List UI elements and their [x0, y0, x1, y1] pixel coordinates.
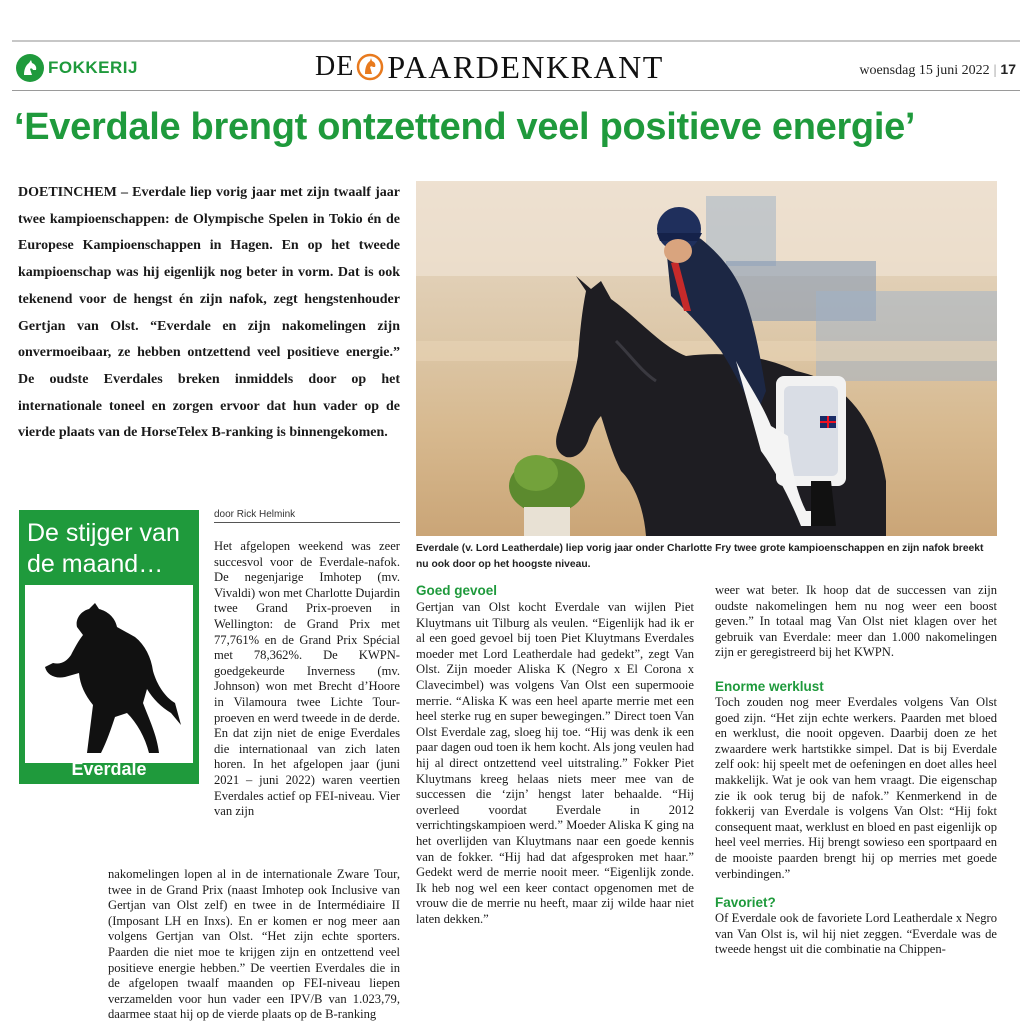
stijger-title: De stijger van de maand… [27, 519, 180, 578]
rearing-horse-icon [25, 585, 193, 763]
page-number: 17 [1000, 61, 1016, 77]
top-border [12, 40, 1020, 42]
body-column-3a: weer wat beter. Ik hoop dat de successen van zijn oudste nakomelingen hem nu nog weer een boost geven.” In totaal mag Van Olst niet klagen over het gebruik van Everdale: meer dan 1.000 nakomelingen zijn er geregistreerd bij het KWPN. [715, 583, 997, 660]
stijger-box [19, 510, 199, 784]
body-column-3b: Toch zouden nog meer Everdales volgens Van Olst goed zijn. “Het zijn echte werkers. Paarden met bloed en werklust, die nooit opgeven. Daarbij doen ze het zwaardere werk hartstikke simpel. Dat is bij Everdale zelf ook: hij speelt met de oefeningen en doet alles heel makkelijk. Wat je ook van hem vraagt. Die eigenschap zie ik ook terug bij de nafok.” Kenmerkend in de fokkerij van Everdale is volgens Van Olst: “Hij fokt consequent maat, werklust en bloed en past eigenlijk op heel veel merries. Hij brengt sowieso een sportpaard en de mooiste paarden brengt hij op merries met goede verbindingen.” [715, 695, 997, 881]
subheading-favoriet: Favoriet? [715, 895, 776, 910]
dateline-separator: | [993, 63, 997, 78]
body-column-3c: Of Everdale ook de favoriete Lord Leatherdale x Negro van Van Olst is, wil hij niet zeggen. “Everdale was de tweede hengst uit die combinatie na Chippen- [715, 911, 997, 957]
section-label: FOKKERIJ [48, 58, 138, 77]
header-rule [12, 90, 1020, 91]
masthead [315, 50, 664, 84]
section-badge [16, 53, 138, 83]
masthead-prefix: DE [315, 51, 355, 82]
photo-caption: Everdale (v. Lord Leatherdale) liep vorig jaar onder Charlotte Fry twee grote kampioenschappen en zijn nafok breekt nu ook door op het hoogste niveau. [416, 543, 984, 570]
dateline [859, 61, 1016, 79]
body-column-1b: nakomelingen lopen al in de internationale Zware Tour, twee in de Grand Prix (naast Imhotep ook Inclusive van Gertjan van Olst zelf) en twee in de Intermédiaire II (Imposant LH en Inxs). En er komen er nog meer aan volgens Gertjan van Olst. “Het zijn echte sporters. Paarden die niet moe te krijgen zijn en ontzettend veel positieve energie hebben.” De veertien Everdales die in de afgelopen twaalf maanden op FEI-niveau liepen verzamelden voor hun vader een IPV/B van 1.023,79, daarmee staat hij op de vierde plaats op de B-ranking [108, 867, 400, 1022]
byline-rule [214, 522, 400, 523]
stijger-horse-name: Everdale [71, 759, 147, 779]
masthead-name: PAARDENKRANT [387, 48, 664, 85]
article-headline: ‘Everdale brengt ontzettend veel positieve energie’ [14, 106, 916, 148]
body-column-1a: Het afgelopen weekend was zeer succesvol voor de Everdale-nafok. De negenjarige Imhotep (mv. Vivaldi) won met Charlotte Dujardin twee Grand Prix-proeven in Wellington: de Grand Prix met 77,761% en de Grand Prix Spécial met 78,362%. De KWPN-goedgekeurde Inverness (mv. Johnson) won met Brecht d’Hoore in Vilamoura twee Lichte Tour-proeven en werd tweede in de derde. En dat zijn niet de enige Everdales die internationaal van zich laten horen. In het afgelopen jaar (juni 2021 – juni 2022) waren veertien Everdales actief op FEI-niveau. Vier van zijn [214, 539, 401, 819]
stijger-image-area [25, 585, 193, 763]
subheading-goed-gevoel: Goed gevoel [416, 583, 498, 598]
article-photo [416, 181, 997, 536]
article-lead: DOETINCHEM – Everdale liep vorig jaar met zijn twaalf jaar twee kampioenschappen: de Olympische Spelen in Tokio én de Europese Kampioenschappen in Hagen. En op het tweede kampioenschap was hij eigenlijk nog beter in vorm. Dat is ook tekenend voor de hengst én zijn nafok, zegt hengstenhouder Gertjan van Olst. “Everdale en zijn nakomelingen zijn onvermoeibaar, ze hebben ontzettend veel positieve energie.” De oudste Everdales breken inmiddels door op het internationale toneel en zorgen ervoor dat hun vader op de vierde plaats van de HorseTelex B-ranking is binnengekomen. [18, 185, 400, 441]
body-column-2: Gertjan van Olst kocht Everdale van wijlen Piet Kluytmans uit Tilburg als veulen. “Eigenlijk had ik er al een goed gevoel bij toen Piet Kluytmans Everdales moeder met Lord Leatherdale had gedekt”, zegt Van Olst. Zijn moeder Aliska K (Negro x El Corona x Clavecimbel) was volgens Van Olst een supermooie merrie. “Aliska K was een heel aparte merrie met een heel sterke rug en super bewegingen.” Direct toen Van Olst Everdale zag, sloeg hij toe. “Hij was denk ik een paar dagen oud toen ik hem kocht. Als jong veulen had hij al direct ontzettend veel uitstraling.” Fokker Piet Kluytmans kreeg helaas niets meer mee van de successen die ‘zijn’ hengst later behaalde. “Hij overleed voordat Everdale in 2012 verrichtingskampioen werd.” Moeder Aliska K ging na het overlijden van Kluytmans naar een goede kennis van de fokker. “Hij had dat afgesproken met haar.” Gedekt werd de merrie nooit meer. “Eigenlijk zonde. Ik heb nog wel een keer contact opgenomen met de vrouw die de merrie nu heeft, maar zij wilde haar niet laten dekken.” [416, 600, 694, 926]
subheading-enorme-werklust: Enorme werklust [715, 679, 824, 694]
masthead-logo-icon [355, 52, 385, 82]
dressage-horse-rider-image [416, 181, 997, 536]
horse-head-icon [16, 54, 44, 82]
issue-date: woensdag 15 juni 2022 [859, 63, 990, 78]
byline: door Rick Helmink [214, 509, 296, 520]
